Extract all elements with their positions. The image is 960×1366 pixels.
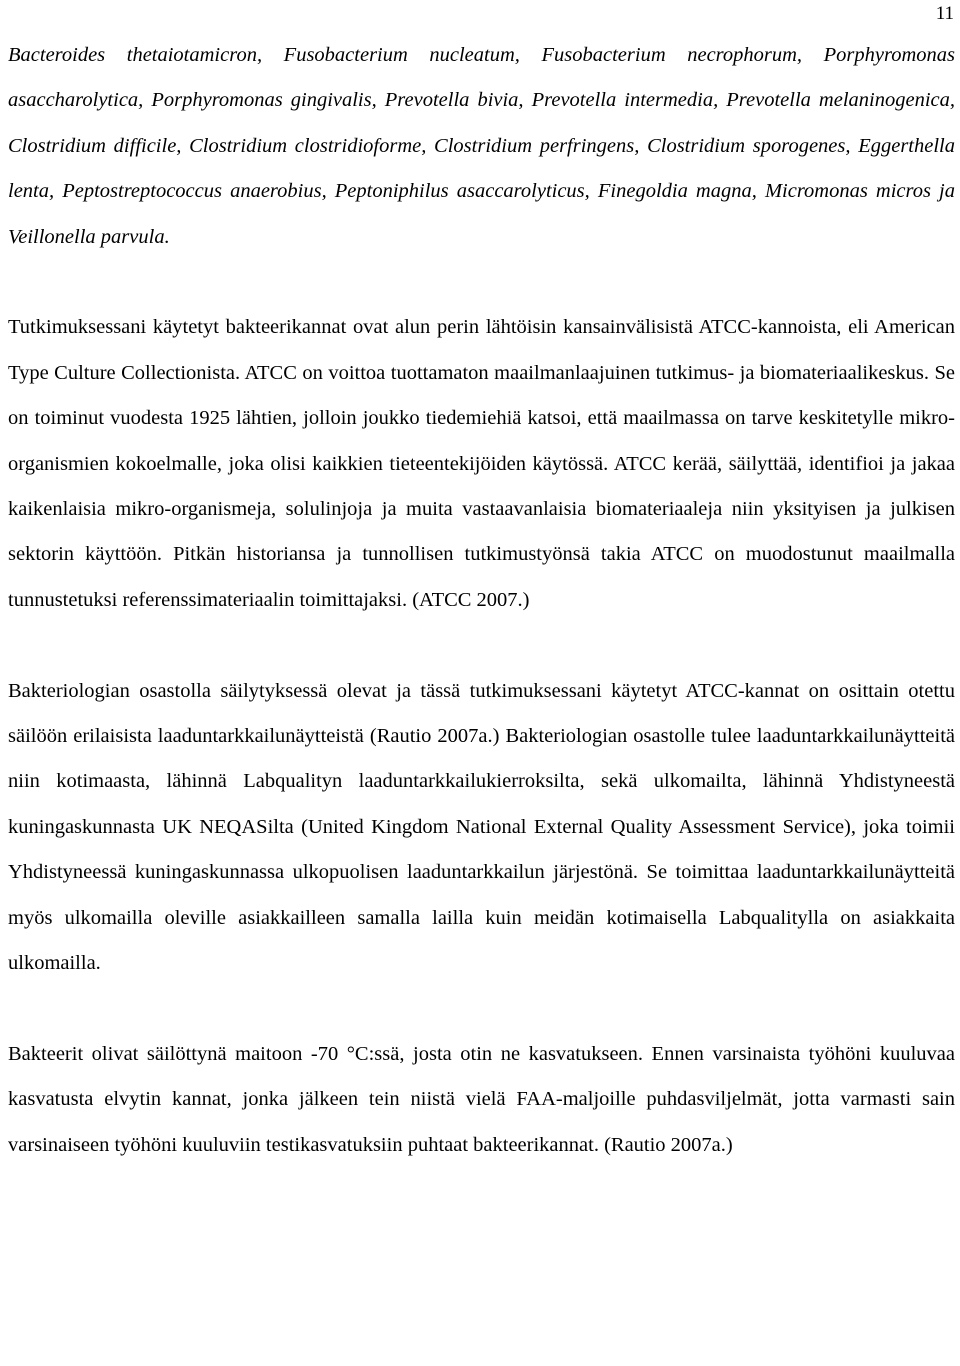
page-number: 11 [935,3,954,24]
paragraph-gap [8,987,955,1032]
paragraph-species-list: Bacteroides thetaiotamicron, Fusobacterium nucleatum, Fusobacterium necrophorum, Porphyromonas asaccharolytica, Porphyromonas gingivalis, Prevotella bivia, Prevotella intermedia, Prevotella melaninogenica, Clostridium difficile, Clostridium clostridioforme, Clostridium perfringens, Clostridium sporogenes, Eggerthella lenta, Peptostreptococcus anaerobius, Peptoniphilus asaccarolyticus, Finegoldia magna, Micromonas micros ja Veillonella parvula. [8,44,955,248]
paragraph-gap [8,623,955,668]
paragraph-gap [8,260,955,305]
paragraph-atcc-origin: Tutkimuksessani käytetyt bakteerikannat ovat alun perin lähtöisin kansainvälisistä ATCC-kannoista, eli American Type Culture Collectionista. ATCC on voittoa tuottamaton maailmanlaajuinen tutkimus- ja biomateriaalikeskus. Se on toiminut vuodesta 1925 lähtien, jolloin joukko tiedemiehiä katsoi, että maailmassa on tarve keskitetylle mikro-organismien kokoelmalle, joka olisi kaikkien tieteentekijöiden käytössä. ATCC kerää, säilyttää, identifioi ja jakaa kaikenlaisia mikro-organismeja, solulinjoja ja muita vastaavanlaisia biomateriaaleja niin yksityisen ja julkisen sektorin käyttöön. Pitkän historiansa ja tunnollisen tutkimustyönsä takia ATCC on muodostunut maailmalla tunnustetuksi referenssimateriaalin toimittajaksi. (ATCC 2007.) [8,316,955,611]
paragraph-quality-assessment: Bakteriologian osastolla säilytyksessä olevat ja tässä tutkimuksessani käytetyt ATCC-kannat on osittain otettu säilöön erilaisista laaduntarkkailunäytteistä (Rautio 2007a.) Bakteriologian osastolle tulee laaduntarkkailunäytteitä niin kotimaasta, lähinnä Labqualityn laaduntarkkailukierroksilta, sekä ulkomailta, lähinnä Yhdistyneestä kuningaskunnasta UK NEQASilta (United Kingdom National External Quality Assessment Service), joka toimii Yhdistyneessä kuningaskunnassa ulkopuolisen laaduntarkkailun järjestönä. Se toimittaa laaduntarkkailunäytteitä myös ulkomailla oleville asiakkailleen samalla lailla kuin meidän kotimaisella Labqualitylla on asiakkaita ulkomailla. [8,679,955,975]
document-body [8,33,955,1168]
paragraph-storage: Bakteerit olivat säilöttynä maitoon -70 °C:ssä, josta otin ne kasvatukseen. Ennen varsinaista työhöni kuuluvaa kasvatusta elvytin kannat, jonka jälkeen tein niistä vielä FAA-maljoille puhdasviljelmät, jotta varmasti sain varsinaiseen työhöni kuuluviin testikasvatuksiin puhtaat bakteerikannat. (Rautio 2007a.) [8,1042,955,1156]
